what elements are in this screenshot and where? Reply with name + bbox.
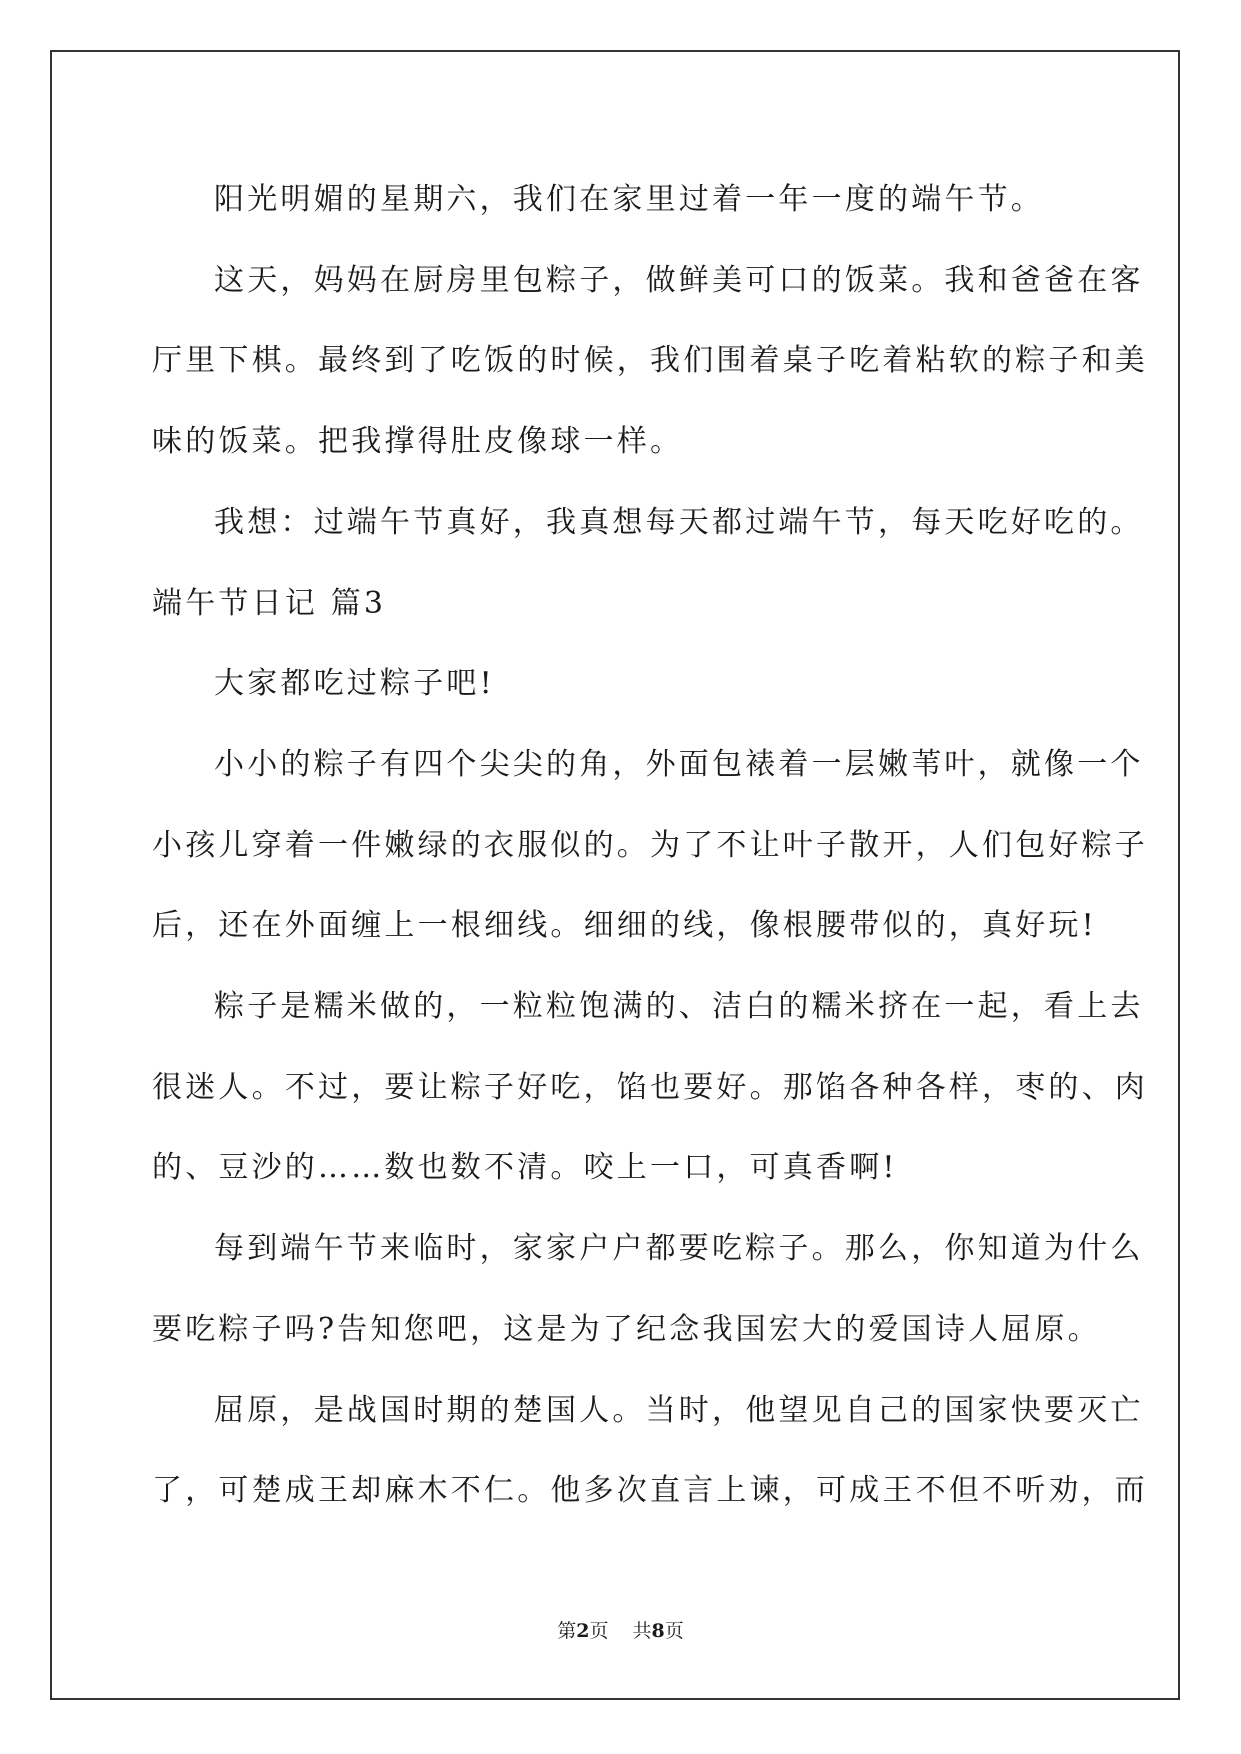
text-line: 我想：过端午节真好，我真想每天都过端午节，每天吃好吃的。 [214,504,1144,540]
text-line: 每到端午节来临时，家家户户都要吃粽子。那么，你知道为什么 [214,1231,1144,1267]
page-prefix: 第 [557,1620,577,1642]
text-line: 大家都吃过粽子吧! [214,666,495,702]
text-line: 屈原，是战国时期的楚国人。当时，他望见自己的国家快要灭亡 [214,1392,1144,1428]
text-line: 的、豆沙的……数也数不清。咬上一口，可真香啊! [152,1150,898,1186]
text-line: 要吃粽子吗?告知您吧，这是为了纪念我国宏大的爱国诗人屈原。 [152,1311,1101,1347]
total-pages: 8 [651,1620,665,1642]
text-line: 小孩儿穿着一件嫩绿的衣服似的。为了不让叶子散开，人们包好粽子 [152,827,1148,863]
text-line: 后，还在外面缠上一根细线。细细的线，像根腰带似的，真好玩! [152,908,1097,944]
text-line: 厅里下棋。最终到了吃饭的时候，我们围着桌子吃着粘软的粽子和美 [152,343,1148,379]
text-line: 小小的粽子有四个尖尖的角，外面包裱着一层嫩苇叶，就像一个 [214,746,1144,782]
page-suffix: 页 [589,1620,609,1642]
page-number: 2 [576,1620,590,1642]
text-line: 了，可楚成王却麻木不仁。他多次直言上谏，可成王不但不听劝，而 [152,1473,1148,1509]
text-line: 很迷人。不过，要让粽子好吃，馅也要好。那馅各种各样，枣的、肉 [152,1069,1148,1105]
text-line: 粽子是糯米做的，一粒粒饱满的、洁白的糯米挤在一起，看上去 [214,989,1144,1025]
text-line: 阳光明媚的星期六，我们在家里过着一年一度的端午节。 [214,182,1044,217]
page-footer [0,1616,1241,1643]
total-prefix: 共 [632,1620,652,1642]
section-heading: 端午节日记 篇3 [152,585,387,621]
text-line: 这天，妈妈在厨房里包粽子，做鲜美可口的饭菜。我和爸爸在客 [214,262,1144,298]
document-body [152,160,1148,1532]
total-suffix: 页 [664,1620,684,1642]
text-line: 味的饭菜。把我撑得肚皮像球一样。 [152,424,684,460]
